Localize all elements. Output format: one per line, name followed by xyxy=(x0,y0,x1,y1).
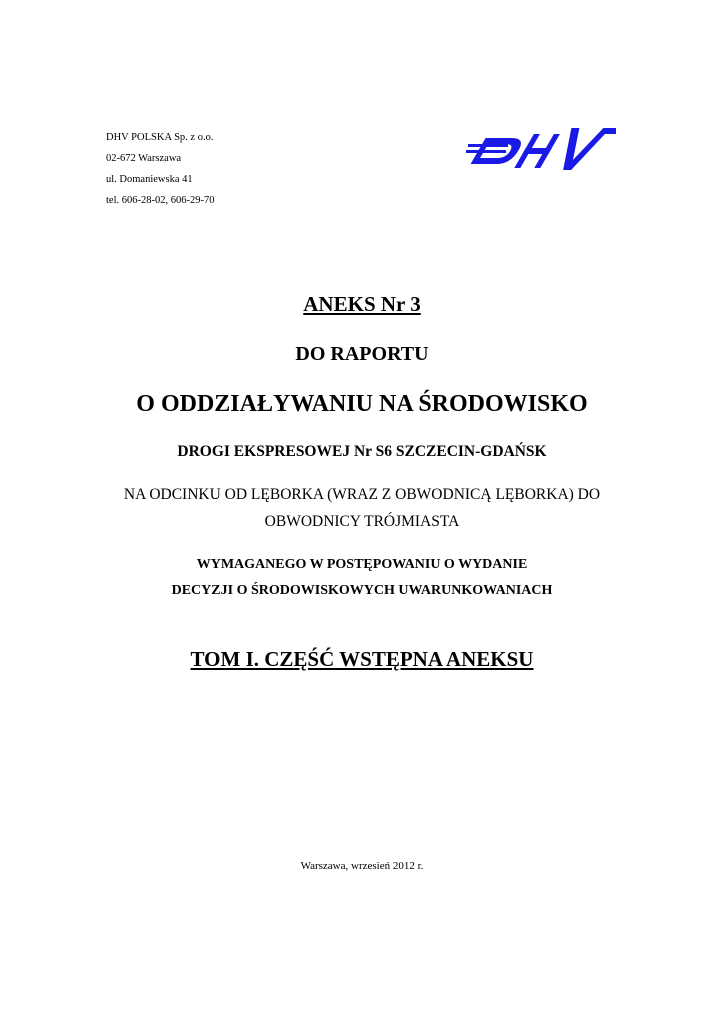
volume-title: TOM I. CZĘŚĆ WSTĘPNA ANEKSU xyxy=(190,647,534,671)
report-main-title: O ODDZIAŁYWANIU NA ŚRODOWISKO xyxy=(136,391,588,417)
do-raportu-heading: DO RAPORTU xyxy=(295,343,429,365)
company-name: DHV POLSKA Sp. z o.o. xyxy=(106,132,214,143)
company-phone: tel. 606-28-02, 606-29-70 xyxy=(106,195,215,206)
company-postal: 02-672 Warszawa xyxy=(106,153,182,164)
road-subtitle: DROGI EKSPRESOWEJ Nr S6 SZCZECIN-GDAŃSK xyxy=(177,443,547,460)
requirement-line-1: WYMAGANEGO W POSTĘPOWANIU O WYDANIE xyxy=(196,557,528,572)
place-date: Warszawa, wrzesień 2012 r. xyxy=(300,860,424,872)
section-description xyxy=(0,481,724,535)
requirement-description xyxy=(0,552,724,604)
section-line-2: OBWODNICY TRÓJMIASTA xyxy=(264,513,460,530)
company-street: ul. Domaniewska 41 xyxy=(106,174,193,185)
section-line-1: NA ODCINKU OD LĘBORKA (WRAZ Z OBWODNICĄ LĘBORKA) DO xyxy=(123,486,601,503)
aneks-title: ANEKS Nr 3 xyxy=(303,292,421,316)
dhv-logo xyxy=(458,120,616,182)
company-address xyxy=(106,127,214,211)
requirement-line-2: DECYZJI O ŚRODOWISKOWYCH UWARUNKOWANIACH xyxy=(171,583,553,598)
